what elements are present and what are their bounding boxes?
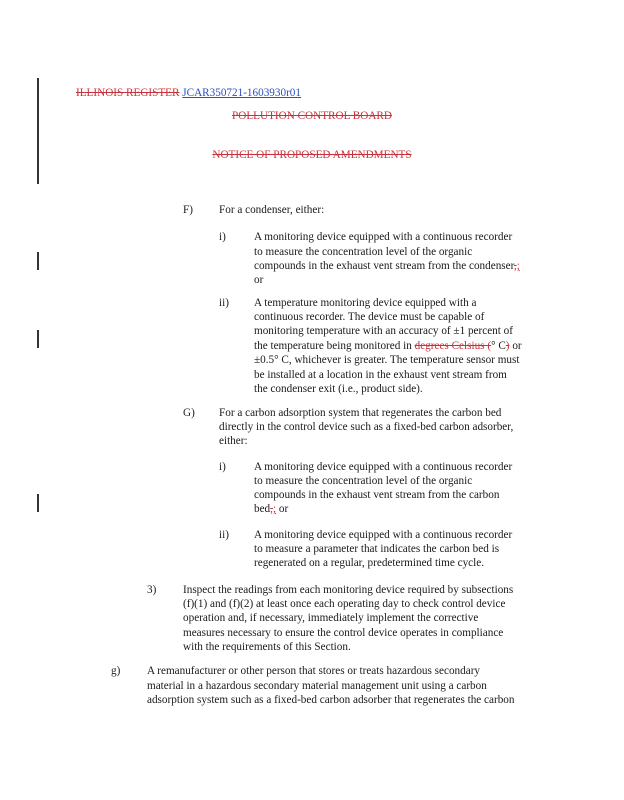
register-header [76,86,301,101]
item-f-text: For a condenser, either: [219,204,325,216]
register-id: JCAR350721-1603930r01 [182,87,301,99]
paragraph-line: ±0.5° C, whichever is greater. The temperature sensor must [254,354,520,366]
paragraph-line: (f)(1) and (f)(2) at least once each operating day to check control device [183,598,506,610]
paragraph-line: either: [219,435,248,447]
item-f-i-label: i) [219,231,226,243]
paragraph-line: to measure the concentration level of the organic [254,475,473,487]
paragraph-line: A remanufacturer or other person that stores or treats hazardous secondary [147,665,481,677]
paragraph-line: A temperature monitoring device equipped with a [254,297,477,309]
paragraph-line: measures necessary to ensure the control device operates in compliance [183,627,504,639]
paragraph-line: A monitoring device equipped with a continuous recorder [254,461,513,473]
paragraph-line: material in a hazardous secondary material management unit using a carbon [147,680,487,692]
notice-title: NOTICE OF PROPOSED AMENDMENTS [212,149,412,161]
register-struck: ILLINOIS REGISTER [76,87,180,99]
paragraph-line: compounds in the exhaust vent stream from the carbon [254,489,500,501]
paragraph-line: or [254,274,264,286]
paragraph-line: be installed at a location in the exhaust vent stream from [254,369,507,381]
paragraph-line: For a carbon adsorption system that regenerates the carbon bed [219,407,502,419]
item-g-subsection-label: g) [111,665,121,677]
change-bar [37,252,39,270]
paragraph-line: Inspect the readings from each monitoring device required by subsections [183,584,514,596]
paragraph-line: directly in the control device such as a fixed-bed carbon adsorber, [219,421,514,433]
paragraph-line: with the requirements of this Section. [183,641,351,653]
item-g-ii-label: ii) [219,529,229,541]
paragraph-line: A monitoring device equipped with a continuous recorder [254,231,513,243]
paragraph-line: continuous recorder. The device must be capable of [254,311,485,323]
paragraph-line: adsorption system such as a fixed-bed carbon adsorber that regenerates the carbon [147,694,515,706]
paragraph-line: monitoring temperature with an accuracy of ±1 percent of [254,325,513,337]
item-g-i-label: i) [219,461,226,473]
paragraph-line: the temperature being monitored in degrees Celsius (° C) or [254,340,522,352]
paragraph-line: the condenser exit (i.e., product side). [254,383,423,395]
item-f-ii-label: ii) [219,297,229,309]
paragraph-line: operation and, if necessary, immediately implement the corrective [183,612,479,624]
item-g-label: G) [183,407,195,419]
paragraph-line: regenerated on a regular, predetermined time cycle. [254,557,485,569]
item-3-label: 3) [147,584,157,596]
board-title: POLLUTION CONTROL BOARD [232,110,392,122]
change-bar [37,330,39,348]
change-bar [37,78,39,184]
paragraph-line: bed,; or [254,503,289,515]
change-bar [37,494,39,512]
paragraph-line: to measure the concentration level of the organic [254,246,473,258]
paragraph-line: A monitoring device equipped with a continuous recorder [254,529,513,541]
paragraph-line: compounds in the exhaust vent stream from the condenser,; [254,260,520,272]
item-f-label: F) [183,204,193,216]
paragraph-line: to measure a parameter that indicates the carbon bed is [254,543,500,555]
